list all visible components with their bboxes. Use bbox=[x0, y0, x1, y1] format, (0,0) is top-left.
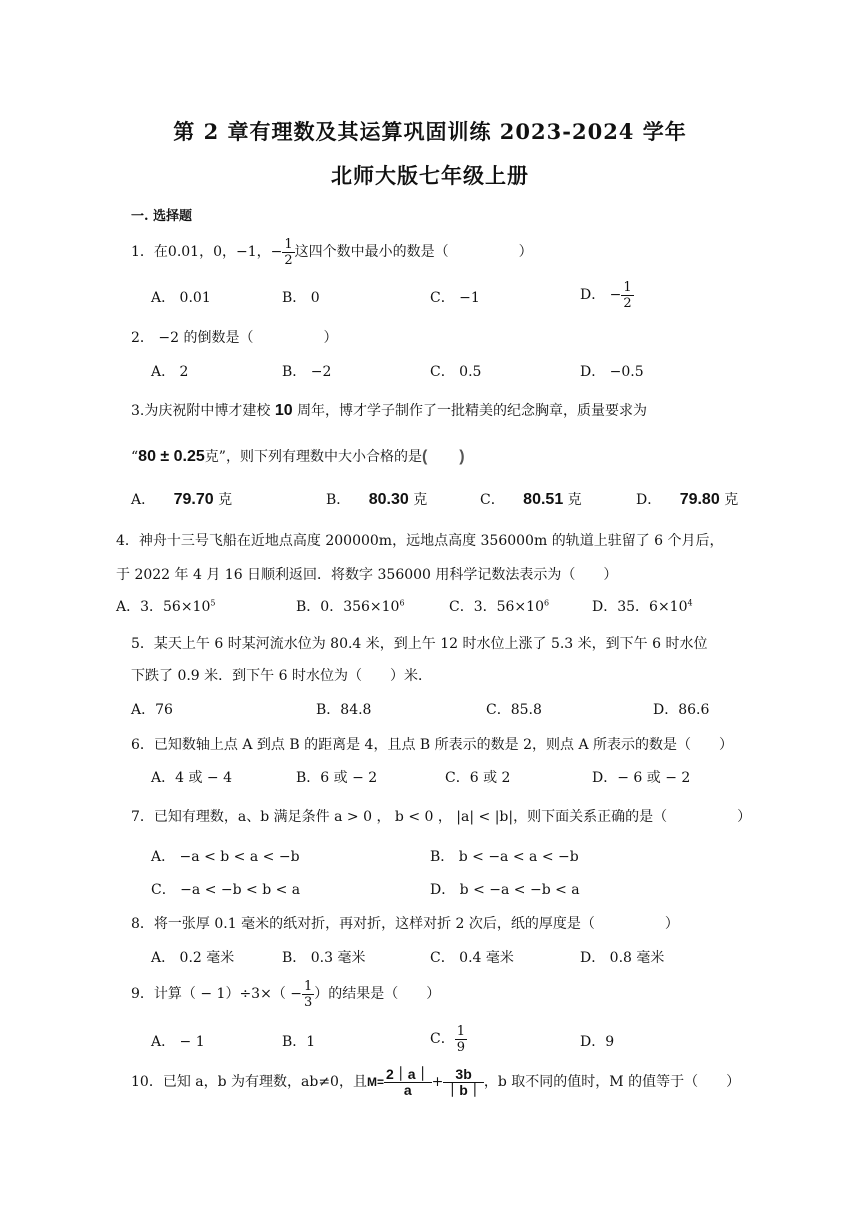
q3-a-label: A． bbox=[131, 492, 156, 508]
q4-c-exponent: 6 bbox=[543, 598, 550, 608]
q9-c-denominator: 9 bbox=[456, 1039, 465, 1055]
q8-option-a: A． 0.2 毫米 bbox=[151, 950, 235, 966]
document-subtitle: 北师大版七年级上册 bbox=[331, 163, 529, 188]
q1-fraction bbox=[282, 237, 294, 268]
q4-option-a bbox=[116, 596, 215, 616]
question-5-line-2: 下跌了 0.9 米．到下午 6 时水位为（ ）米． bbox=[131, 668, 432, 684]
q3-option-b bbox=[326, 489, 427, 509]
q10-f2-denominator: ｜b｜ bbox=[445, 1081, 482, 1098]
question-2: 2． −2 的倒数是（ ） bbox=[131, 330, 338, 346]
q9-stem-b: ）的结果是（ ） bbox=[314, 986, 441, 1002]
question-6: 6．已知数轴上点 A 到点 B 的距离是 4，且点 B 所表示的数是 2，则点 A 所表示的数是（ ） bbox=[131, 737, 734, 753]
q3-c-label: C． bbox=[480, 492, 505, 508]
q4-a-exponent: 5 bbox=[210, 598, 216, 608]
q4-b-text: B．0．356×10 bbox=[296, 599, 400, 615]
q2-option-d: D． −0.5 bbox=[580, 364, 644, 380]
section-heading: 一. 选择题 bbox=[131, 209, 193, 224]
q1-option-b: B． 0 bbox=[282, 290, 320, 306]
q9-frac-denominator: 3 bbox=[304, 994, 313, 1010]
q3-number: 10 bbox=[274, 402, 293, 419]
q3-a-unit: 克 bbox=[218, 492, 233, 508]
q9-c-label: C． bbox=[430, 1031, 455, 1047]
q4-option-d bbox=[592, 596, 693, 616]
q4-a-text: A．3．56×10 bbox=[116, 599, 211, 615]
document-title: 第 2 章有理数及其运算巩固训练 2023-2024 学年 bbox=[173, 119, 687, 144]
question-8: 8．将一张厚 0.1 毫米的纸对折，再对折，这样对折 2 次后，纸的厚度是（ ） bbox=[131, 916, 679, 932]
q6-option-a: A．4 或 − 4 bbox=[151, 770, 233, 786]
q1-option-c: C． −1 bbox=[430, 290, 480, 306]
q9-c-fraction bbox=[455, 1024, 467, 1055]
q2-option-c: C． 0.5 bbox=[430, 364, 482, 380]
q3-open-quote: “ bbox=[131, 449, 139, 465]
q9-c-numerator: 1 bbox=[456, 1023, 465, 1039]
q1-frac-denominator: 2 bbox=[284, 252, 293, 268]
q3-c-value: 80.51 bbox=[523, 491, 564, 508]
q7-option-c: C． −a < −b < b < a bbox=[151, 882, 301, 898]
question-3-line-2 bbox=[131, 443, 465, 466]
q3-line2-text: 克”，则下列有理数中大小合格的是 bbox=[204, 449, 422, 465]
q1-frac-numerator: 1 bbox=[284, 236, 293, 252]
q8-option-b: B． 0.3 毫米 bbox=[282, 950, 366, 966]
q5-option-c: C．85.8 bbox=[486, 702, 542, 718]
q2-option-b: B． −2 bbox=[282, 364, 332, 380]
q3-d-value: 79.80 bbox=[679, 491, 720, 508]
q3-mass-range: 80 ± 0.25 bbox=[138, 448, 205, 465]
q3-b-label: B． bbox=[326, 492, 351, 508]
q1-frac-sign: − bbox=[270, 244, 283, 260]
q3-d-label: D． bbox=[636, 492, 662, 508]
question-1 bbox=[131, 236, 533, 268]
q6-option-b: B．6 或 − 2 bbox=[296, 770, 378, 786]
q9-option-d: D．9 bbox=[580, 1034, 615, 1050]
q6-option-c: C．6 或 2 bbox=[445, 770, 511, 786]
q6-option-d: D．− 6 或 − 2 bbox=[592, 770, 691, 786]
question-4-line-1: 4．神舟十三号飞船在近地点高度 200000m，远地点高度 356000m 的轨道上驻留了 6 个月后， bbox=[116, 533, 724, 549]
q7-option-d: D． b < −a < −b < a bbox=[430, 882, 580, 898]
q5-option-b: B．84.8 bbox=[316, 702, 372, 718]
question-10 bbox=[131, 1064, 740, 1100]
q10-plus: + bbox=[431, 1074, 444, 1090]
q3-b-unit: 克 bbox=[413, 492, 428, 508]
q10-fraction-2 bbox=[443, 1067, 484, 1098]
q1-d-numerator: 1 bbox=[623, 279, 632, 295]
q10-stem-a: 10．已知 a，b 为有理数，ab≠0，且 bbox=[131, 1074, 367, 1090]
q3-stem-b: 周年，博才学子制作了一批精美的纪念胸章，质量要求为 bbox=[297, 403, 648, 419]
q1-option-a: A． 0.01 bbox=[151, 290, 211, 306]
q1-option-d-label: D． − bbox=[580, 287, 622, 303]
q10-f1-numerator: 2｜a｜ bbox=[386, 1065, 430, 1082]
q3-option-d bbox=[636, 489, 738, 509]
q5-option-d: D．86.6 bbox=[653, 702, 710, 718]
q3-d-unit: 克 bbox=[724, 492, 739, 508]
q8-option-d: D． 0.8 毫米 bbox=[580, 950, 665, 966]
q7-option-b: B． b < −a < a < −b bbox=[430, 849, 579, 865]
q3-stem-a: 3.为庆祝附中博才建校 bbox=[131, 403, 271, 419]
q9-option-b: B．1 bbox=[282, 1034, 316, 1050]
q1-option-d-fraction bbox=[621, 280, 633, 311]
q3-option-c bbox=[480, 489, 582, 509]
q8-option-c: C． 0.4 毫米 bbox=[430, 950, 514, 966]
q10-f1-denominator: a bbox=[403, 1081, 412, 1098]
q10-fraction-1 bbox=[384, 1067, 432, 1098]
q9-stem-a: 9．计算（ − 1）÷3×（ − bbox=[131, 986, 302, 1002]
q4-c-text: C．3．56×10 bbox=[449, 599, 544, 615]
q10-f2-numerator: 3b bbox=[443, 1067, 484, 1083]
q1-stem-a: 1．在0.01，0，−1， bbox=[131, 244, 271, 260]
question-3-line-1 bbox=[131, 400, 647, 420]
q2-option-a: A． 2 bbox=[151, 364, 189, 380]
q4-d-text: D．35．6×10 bbox=[592, 599, 688, 615]
q4-option-b bbox=[296, 596, 405, 616]
q4-option-c bbox=[449, 596, 549, 616]
question-7: 7．已知有理数，a、b 满足条件 a > 0 ， b < 0 ， |a| < |b|，则下面关系正确的是（ ） bbox=[131, 809, 752, 825]
q9-option-c bbox=[430, 1023, 467, 1055]
q3-answer-paren: ( ) bbox=[421, 448, 465, 465]
q7-option-a: A． −a < b < a < −b bbox=[151, 849, 300, 865]
q1-stem-b: 这四个数中最小的数是（ ） bbox=[294, 244, 533, 260]
q3-b-value: 80.30 bbox=[368, 491, 409, 508]
q1-d-denominator: 2 bbox=[623, 295, 632, 311]
q10-stem-b: ，b 取不同的值时，M 的值等于（ ） bbox=[483, 1074, 741, 1090]
q5-option-a: A．76 bbox=[131, 702, 173, 718]
question-4-line-2: 于 2022 年 4 月 16 日顺利返回．将数字 356000 用科学记数法表示为（ ） bbox=[116, 567, 618, 583]
q4-b-exponent: 6 bbox=[399, 598, 405, 608]
q3-option-a bbox=[131, 489, 232, 509]
q10-m-label: M= bbox=[366, 1075, 384, 1089]
q9-option-a: A． − 1 bbox=[151, 1034, 205, 1050]
question-9 bbox=[131, 978, 440, 1010]
q3-a-value: 79.70 bbox=[173, 491, 214, 508]
q3-c-unit: 克 bbox=[567, 492, 582, 508]
q4-d-exponent: 4 bbox=[687, 598, 693, 608]
q9-fraction bbox=[302, 979, 314, 1010]
question-5-line-1: 5．某天上午 6 时某河流水位为 80.4 米，到上午 12 时水位上涨了 5.3 米，到下午 6 时水位 bbox=[131, 636, 708, 652]
q1-option-d bbox=[580, 279, 634, 311]
q9-frac-numerator: 1 bbox=[304, 978, 313, 994]
